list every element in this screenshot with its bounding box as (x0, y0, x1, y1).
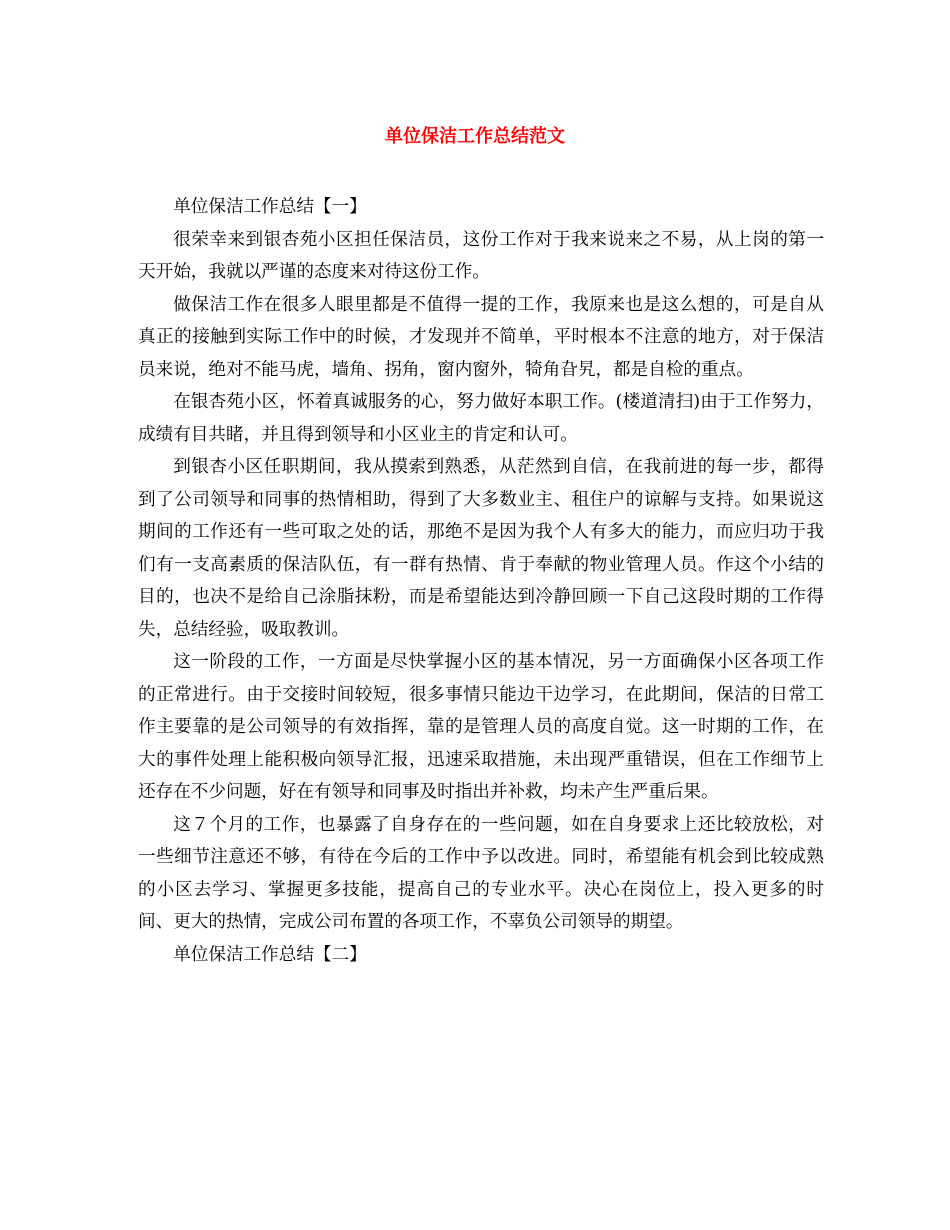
document-body (138, 191, 824, 971)
paragraph: 到银杏小区任职期间，我从摸索到熟悉，从茫然到自信，在我前进的每一步，都得到了公司领导和同事的热情相助，得到了大多数业主、租住户的谅解与支持。如果说这期间的工作还有一些可取之处的话，那绝不是因为我个人有多大的能力，而应归功于我们有一支高素质的保洁队伍，有一群有热情、肯于奉献的物业管理人员。作这个小结的目的，也决不是给自己涂脂抹粉，而是希望能达到冷静回顾一下自己这段时期的工作得失，总结经验，吸取教训。 (138, 457, 824, 640)
paragraph: 做保洁工作在很多人眼里都是不值得一提的工作，我原来也是这么想的，可是自从真正的接触到实际工作中的时候，才发现并不简单，平时根本不注意的地方，对于保洁员来说，绝对不能马虎，墙角、拐角，窗内窗外，犄角旮旯，都是自检的重点。 (138, 294, 824, 380)
section-heading-1: 单位保洁工作总结【一】 (173, 197, 367, 217)
paragraph: 在银杏苑小区，怀着真诚服务的心，努力做好本职工作。(楼道清扫)由于工作努力，成绩有目共睹，并且得到领导和小区业主的肯定和认可。 (138, 392, 824, 445)
section-heading-2: 单位保洁工作总结【二】 (173, 944, 367, 965)
paragraph: 很荣幸来到银杏苑小区担任保洁员，这份工作对于我来说来之不易，从上岗的第一天开始，我就以严谨的态度来对待这份工作。 (138, 229, 824, 282)
document-title: 单位保洁工作总结范文 (385, 126, 565, 147)
paragraph: 这７个月的工作，也暴露了自身存在的一些问题，如在自身要求上还比较放松，对一些细节注意还不够，有待在今后的工作中予以改进。同时，希望能有机会到比较成熟的小区去学习、掌握更多技能，提高自己的专业水平。决心在岗位上，投入更多的时间、更大的热情，完成公司布置的各项工作，不辜负公司领导的期望。 (138, 814, 824, 932)
paragraph: 这一阶段的工作，一方面是尽快掌握小区的基本情况，另一方面确保小区各项工作的正常进行。由于交接时间较短，很多事情只能边干边学习，在此期间，保洁的日常工作主要靠的是公司领导的有效指挥，靠的是管理人员的高度自觉。这一时期的工作，在大的事件处理上能积极向领导汇报，迅速采取措施，未出现严重错误，但在工作细节上还存在不少问题，好在有领导和同事及时指出并补救，均未产生严重后果。 (138, 652, 824, 802)
